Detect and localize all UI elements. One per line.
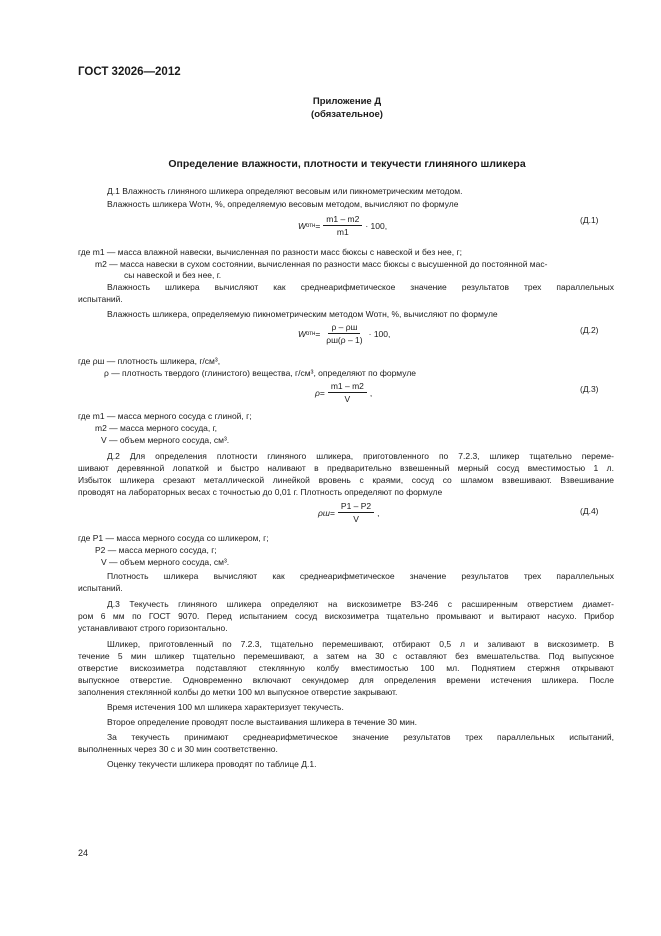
text-line: Д.2 Для определения плотности глиняного шликера, приготовленного по 7.2.3, шликер тщательно переме-: [107, 451, 614, 461]
formula-fraction: [328, 381, 367, 404]
formula-numerator: P1 – P2: [338, 501, 374, 513]
text-line: Д.3 Текучесть глиняного шликера определяют на вискозиметре ВЗ-246 с расширенным отверстием диамет-: [107, 599, 614, 609]
formula-number: (Д.2): [580, 325, 599, 335]
text-line: V — объем мерного сосуда, см³.: [101, 557, 230, 567]
text-line: течение 5 мин шликер тщательно перемешивают, а затем на 30 с оставляют без вмешательства. Под выпускное: [78, 651, 614, 661]
text-line: где P1 — масса мерного сосуда со шликером, г;: [78, 533, 269, 543]
text-line: Д.1 Влажность глиняного шликера определяют весовым или пикнометрическим методом.: [107, 186, 463, 196]
text-line: заполнения стеклянной колбы до метки 100 мл выпускное отверстие закрывают.: [78, 687, 398, 697]
text-line: где m1 — масса мерного сосуда с глиной, г;: [78, 411, 252, 421]
text-line: V — объем мерного сосуда, см³.: [101, 435, 230, 445]
formula-lhs: ρш: [318, 507, 330, 518]
formula-tail: · 100,: [368, 328, 391, 339]
text-line: где ρш — плотность шликера, г/см³,: [78, 356, 221, 366]
formula-eq: =: [315, 328, 321, 339]
text-line: выполненных через 30 с и 30 мин соответственно.: [78, 744, 278, 754]
formula-lhs: W: [298, 220, 307, 231]
formula-tail: · 100,: [365, 220, 388, 231]
formula-tail: ,: [377, 507, 380, 518]
formula-lhs-sub: отн: [306, 330, 316, 337]
formula-numerator: m1 – m2: [323, 214, 362, 226]
text-line: устанавливают строго горизонтально.: [78, 623, 228, 633]
text-line: Влажность шликера Wотн, %, определяемую весовым методом, вычисляют по формуле: [107, 199, 459, 209]
formula-lhs-sub: отн: [306, 222, 316, 229]
formula-numerator: ρ – ρш: [328, 322, 360, 334]
text-line: Влажность шликера вычисляют как среднеарифметическое значение результатов трех параллельных: [107, 282, 614, 292]
text-line: Оценку текучести шликера проводят по таблице Д.1.: [107, 759, 317, 769]
section-heading: Определение влажности, плотности и текучести глиняного шликера: [168, 158, 526, 170]
formula-d4: [318, 501, 380, 524]
text-line: сы навеской и без нее, г.: [124, 270, 222, 280]
page-number: 24: [78, 848, 89, 858]
text-line: Плотность шликера вычисляют как среднеарифметическое значение результатов трех параллельных: [107, 571, 614, 581]
formula-eq: =: [315, 220, 321, 231]
text-line: проводят на лабораторных весах с точностью до 0,01 г. Плотность определяют по формуле: [78, 487, 443, 497]
formula-number: (Д.1): [580, 215, 599, 225]
text-line: Шликер, приготовленный по 7.2.3, тщательно перемешивают, отбирают 0,5 л и заливают в вискозиметр. В: [107, 639, 614, 649]
formula-denominator: V: [353, 514, 359, 524]
text-line: ром 6 мм по ГОСТ 9070. Перед испытанием сосуд вискозиметра тщательно промывают и вытирают насухо. Прибор: [78, 611, 614, 621]
text-line: испытаний.: [78, 583, 123, 593]
formula-lhs: ρ: [315, 387, 320, 398]
text-line: Время истечения 100 мл шликера характеризует текучесть.: [107, 702, 344, 712]
formula-d1: [298, 214, 387, 237]
formula-fraction: [323, 214, 362, 237]
formula-numerator: m1 – m2: [328, 381, 367, 393]
formula-fraction: [323, 322, 365, 345]
text-line: m2 — масса навески в сухом состоянии, вычисленная по разности масс бюксы с высушенной до постоянной мас-: [95, 259, 548, 269]
text-line: m2 — масса мерного сосуда, г,: [95, 423, 218, 433]
formula-d3: [315, 381, 372, 404]
formula-denominator: ρш(ρ – 1): [326, 335, 363, 345]
standard-header: ГОСТ 32026—2012: [78, 66, 181, 78]
text-line: За текучесть принимают среднеарифметическое значение результатов трех параллельных испытаний,: [107, 732, 614, 742]
text-line: ρ — плотность твердого (глинистого) вещества, г/см³, определяют по формуле: [104, 368, 417, 378]
text-line: Избыток шликера срезают металлической линейкой вровень с краями, сосуд со шламом взвешивают. Взвешивание: [78, 475, 614, 485]
text-line: где m1 — масса влажной навески, вычисленная по разности масс бюксы с навеской и без нее, г;: [78, 247, 462, 257]
text-line: Второе определение проводят после выстаивания шликера в течение 30 мин.: [107, 717, 417, 727]
formula-number: (Д.4): [580, 506, 599, 516]
formula-denominator: m1: [336, 227, 349, 237]
formula-denominator: V: [344, 394, 351, 404]
text-line: шивают деревянной лопаткой и быстро наливают в предварительно взвешенный мерный сосуд вместимостью 1 л.: [78, 463, 614, 473]
formula-eq: =: [319, 387, 325, 398]
text-line: испытаний.: [78, 294, 123, 304]
text-line: Влажность шликера, определяемую пикнометрическим методом Wотн, %, вычисляют по формуле: [107, 309, 498, 319]
text-line: отверстие вискозиметра подставляют стеклянную колбу вместимостью 100 мл. Поднятием стержня открывают: [78, 663, 614, 673]
formula-lhs: W: [298, 328, 307, 339]
text-line: выпускное отверстие. Одновременно включают секундомер для определения времени истечения шликера. После: [78, 675, 614, 685]
appendix-subtitle: (обязательное): [311, 109, 383, 120]
formula-tail: ,: [369, 387, 373, 398]
formula-d2: [298, 322, 390, 345]
formula-number: (Д.3): [580, 384, 599, 394]
formula-fraction: [338, 501, 374, 524]
formula-eq: =: [329, 507, 335, 518]
text-line: P2 — масса мерного сосуда, г;: [95, 545, 217, 555]
appendix-title: Приложение Д: [312, 96, 382, 107]
